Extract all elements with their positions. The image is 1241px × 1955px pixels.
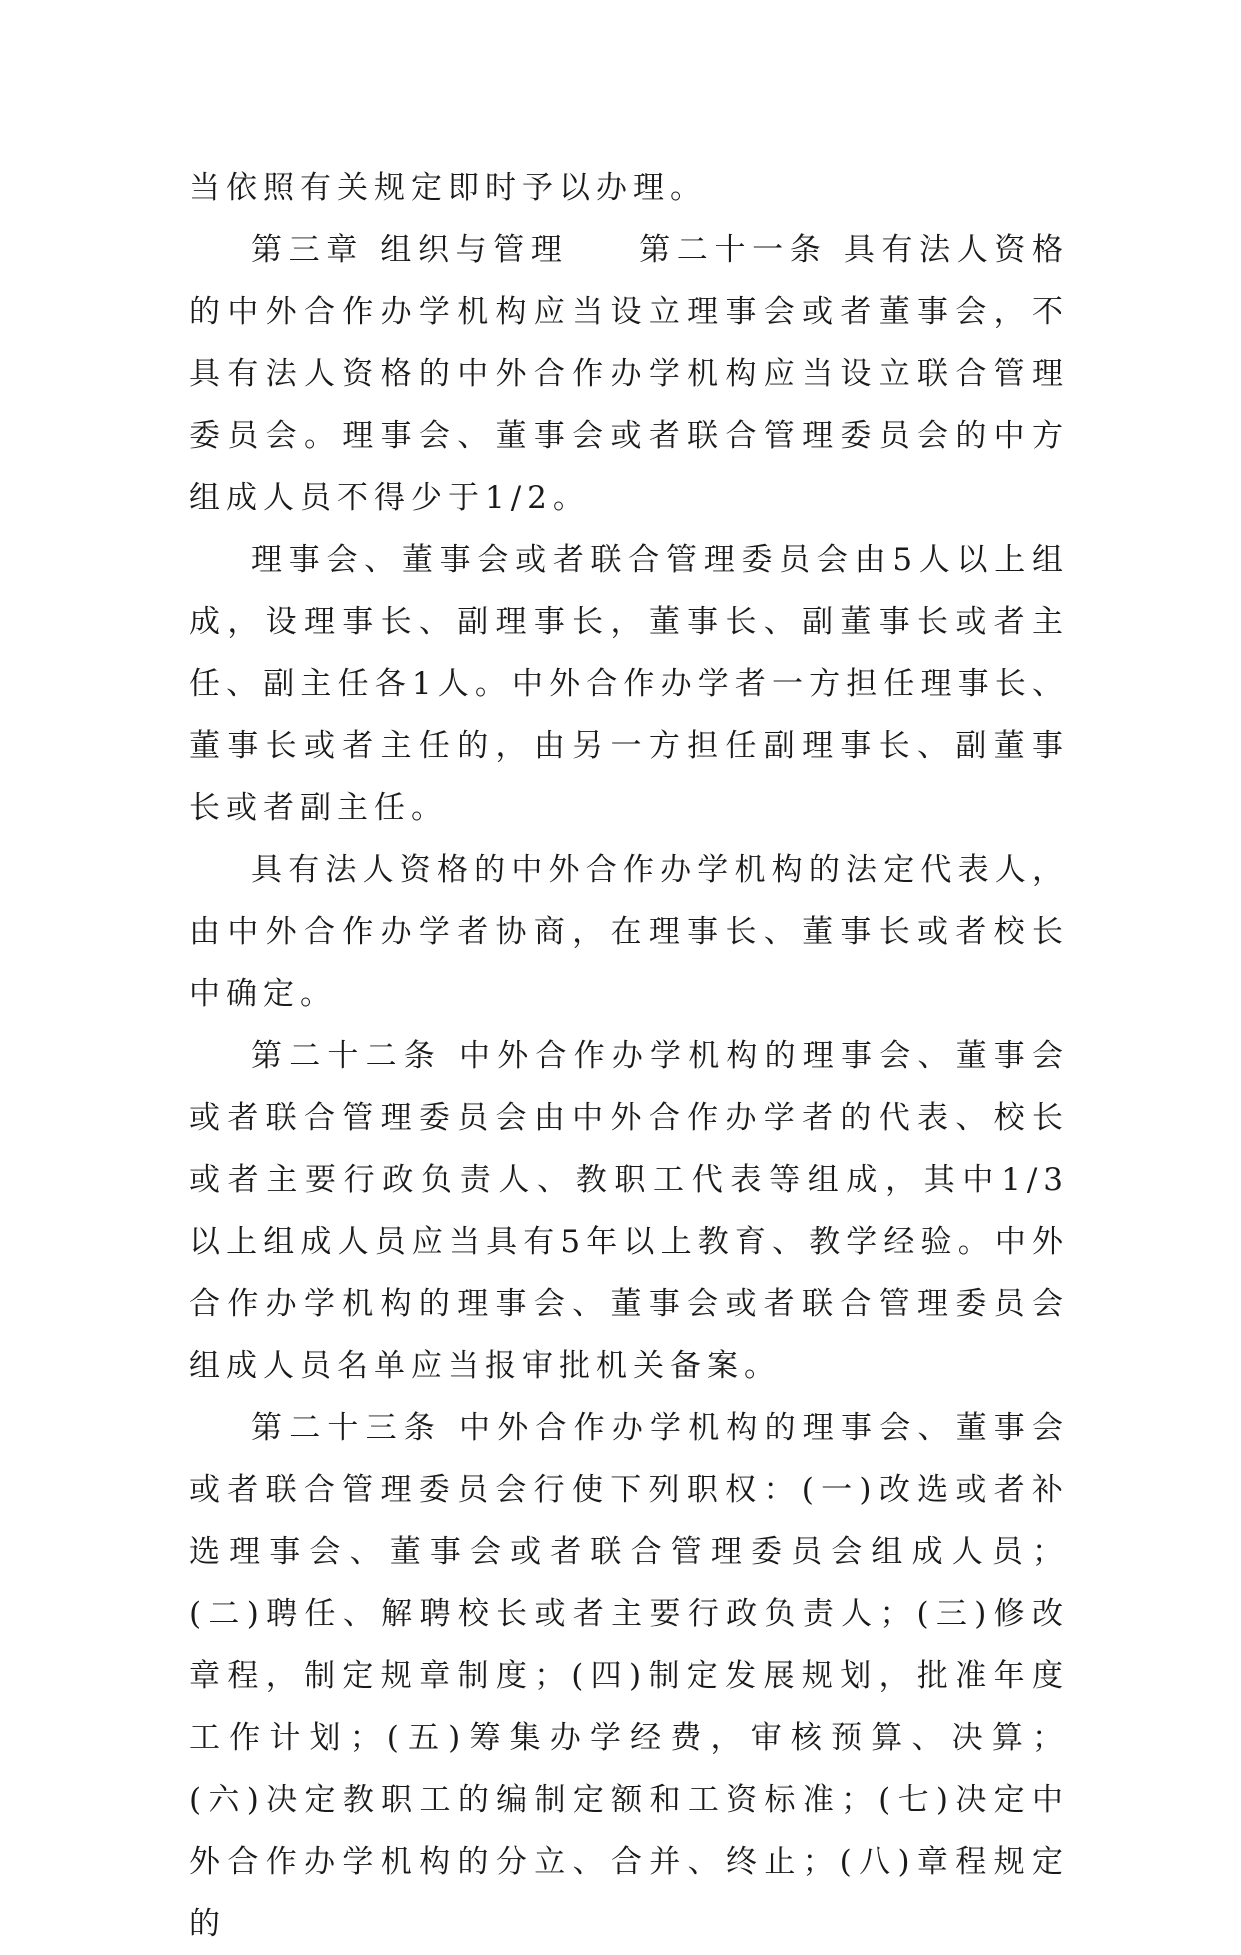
paragraph-text: 当依照有关规定即时予以办理。: [189, 170, 707, 206]
paragraph-article-23: [189, 1397, 1069, 1955]
paragraph-board-composition: [189, 529, 1069, 839]
paragraph-text: 第二十二条 中外合作办学机构的理事会、董事会或者联合管理委员会由中外合作办学者的代表、校长或者主要行政负责人、教职工代表等组成，其中1/3以上组成人员应当具有5年以上教育、教学经验。中外合作办学机构的理事会、董事会或者联合管理委员会组成人员名单应当报审批机关备案。: [189, 1038, 1069, 1384]
paragraph-text: 第二十三条 中外合作办学机构的理事会、董事会或者联合管理委员会行使下列职权：(一)改选或者补选理事会、董事会或者联合管理委员会组成人员；(二)聘任、解聘校长或者主要行政负责人；(三)修改章程，制定规章制度；(四)制定发展规划，批准年度工作计划；(五)筹集办学经费，审核预算、决算；(六)决定教职工的编制定额和工资标准；(七)决定中外合作办学机构的分立、合并、终止；(八)章程规定的: [189, 1410, 1069, 1942]
paragraph-text: 理事会、董事会或者联合管理委员会由5人以上组成，设理事长、副理事长，董事长、副董事长或者主任、副主任各1人。中外合作办学者一方担任理事长、董事长或者主任的，由另一方担任副理事长、副董事长或者副主任。: [189, 542, 1069, 826]
paragraph-text: 第二十一条 具有法人资格的中外合作办学机构应当设立理事会或者董事会，不具有法人资格的中外合作办学机构应当设立联合管理委员会。理事会、董事会或者联合管理委员会的中方组成人员不得少于1/2。: [189, 232, 1069, 516]
paragraph-article-22: [189, 1025, 1069, 1397]
paragraph-legal-representative: [189, 839, 1069, 1025]
paragraph-text: 具有法人资格的中外合作办学机构的法定代表人，由中外合作办学者协商，在理事长、董事长或者校长中确定。: [189, 852, 1069, 1012]
paragraph-chapter-three: [189, 219, 1069, 529]
chapter-heading: 第三章 组织与管理: [251, 232, 569, 268]
document-body: [189, 157, 1069, 1955]
paragraph-continuation: [189, 157, 1069, 219]
